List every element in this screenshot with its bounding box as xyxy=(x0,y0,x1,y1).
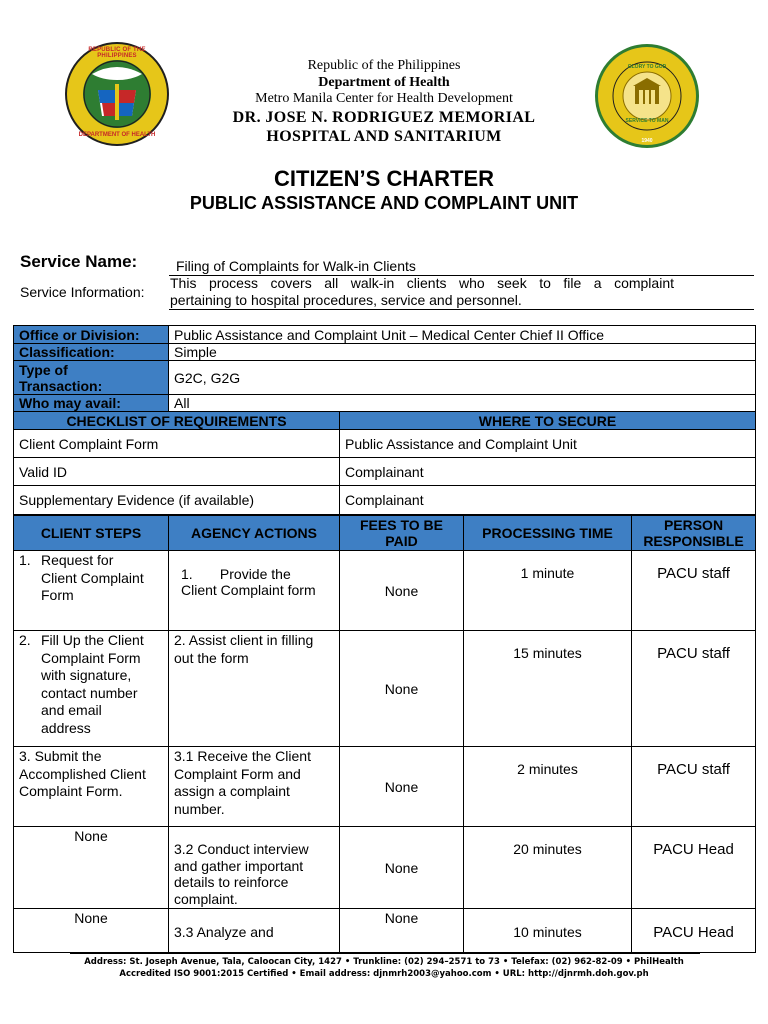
client-step-line: Complaint Form xyxy=(41,649,141,666)
service-info-underline xyxy=(169,309,754,310)
office-label: Office or Division: xyxy=(14,326,169,344)
client-step-line: and email xyxy=(41,702,102,718)
transaction-type-label-line1: Type of xyxy=(19,361,68,378)
transaction-type-label xyxy=(14,361,169,395)
transaction-type-value: G2C, G2G xyxy=(169,361,756,395)
client-step-number: 1. xyxy=(19,552,31,568)
person-cell: PACU staff xyxy=(632,747,756,827)
client-step-line: 3. Submit the xyxy=(19,748,102,764)
agency-action-line: assign a complaint xyxy=(174,783,290,799)
agency-action-cell xyxy=(169,631,340,747)
header-hospital-line1: DR. JOSE N. RODRIGUEZ MEMORIAL xyxy=(232,109,536,126)
doh-seal-bottom-text: DEPARTMENT OF HEALTH xyxy=(78,132,156,138)
client-step-line: Accomplished Client xyxy=(19,765,146,782)
who-may-avail-value: All xyxy=(169,395,756,412)
person-cell: PACU Head xyxy=(632,909,756,953)
hospital-seal-top-text: GLORY TO GOD xyxy=(627,64,667,70)
processing-time-cell: 10 minutes xyxy=(464,909,632,953)
requirement-item: Client Complaint Form xyxy=(14,430,340,458)
fee-cell: None xyxy=(340,827,464,909)
person-cell: PACU staff xyxy=(632,631,756,747)
agency-action-cell: 3.3 Analyze and xyxy=(169,909,340,953)
person-header-line2: RESPONSIBLE xyxy=(643,533,744,549)
agency-action-line: and gather important xyxy=(174,857,304,874)
requirement-where: Complainant xyxy=(340,458,756,486)
page-title: CITIZEN’S CHARTER xyxy=(274,166,494,191)
agency-action-cell xyxy=(169,551,340,631)
agency-action-line: 3.1 Receive the Client xyxy=(174,748,311,764)
footer-address: Address: St. Joseph Avenue, Tala, Caloocan City, 1427 • Trunkline: (02) 294–2571 to 73 • Telefax: (02) 962-82-09 • PhilHealth xyxy=(84,957,684,967)
client-step-line: with signature, xyxy=(41,667,132,683)
header-hospital-line2: HOSPITAL AND SANITARIUM xyxy=(266,128,502,145)
fee-cell: None xyxy=(340,747,464,827)
client-step-cell xyxy=(14,747,169,827)
details-table xyxy=(13,325,756,515)
processing-time-cell: 20 minutes xyxy=(464,827,632,909)
footer-contact: Accredited ISO 9001:2015 Certified • Email address: djnmrh2003@yahoo.com • URL: http://djnrmh.doh.gov.ph xyxy=(119,969,649,979)
hospital-seal-year: 1940 xyxy=(641,138,653,144)
client-step-cell: None xyxy=(14,909,169,953)
table-row xyxy=(14,909,756,953)
table-row xyxy=(14,631,756,747)
who-may-avail-label: Who may avail: xyxy=(14,395,169,412)
client-step-cell: None xyxy=(14,827,169,909)
processing-time-header: PROCESSING TIME xyxy=(464,516,632,551)
agency-action-line: Complaint Form and xyxy=(174,765,301,782)
client-step-line: Form xyxy=(41,587,74,603)
hospital-seal-bottom-text: SERVICE TO MAN xyxy=(625,118,669,124)
agency-action-line: number. xyxy=(174,800,225,817)
requirement-where: Public Assistance and Complaint Unit xyxy=(340,430,756,458)
fees-header-line2: PAID xyxy=(385,533,418,549)
fees-header-line1: FEES TO BE xyxy=(360,517,443,533)
classification-label: Classification: xyxy=(14,344,169,361)
steps-table xyxy=(13,515,756,953)
service-info-label: Service Information: xyxy=(20,284,145,300)
header-country: Republic of the Philippines xyxy=(307,58,461,73)
fee-cell: None xyxy=(340,631,464,747)
agency-action-line: Client Complaint form xyxy=(181,582,316,598)
client-step-line: address xyxy=(41,719,91,736)
classification-value: Simple xyxy=(169,344,756,361)
header-center: Metro Manila Center for Health Development xyxy=(255,91,513,106)
client-step-line: Request for xyxy=(41,552,114,568)
fee-cell: None xyxy=(340,551,464,631)
agency-action-line: complaint. xyxy=(174,890,238,907)
person-cell: PACU Head xyxy=(632,827,756,909)
fee-cell: None xyxy=(340,909,464,953)
person-cell: PACU staff xyxy=(632,551,756,631)
agency-action-line: details to reinforce xyxy=(174,874,289,890)
client-step-line: Complaint Form. xyxy=(19,783,123,799)
processing-time-cell: 2 minutes xyxy=(464,747,632,827)
agency-action-line: 2. Assist client in filling xyxy=(174,632,314,648)
requirements-header: CHECKLIST OF REQUIREMENTS xyxy=(14,412,340,430)
processing-time-cell: 15 minutes xyxy=(464,631,632,747)
page-subtitle: PUBLIC ASSISTANCE AND COMPLAINT UNIT xyxy=(189,193,579,213)
where-to-secure-header: WHERE TO SECURE xyxy=(340,412,756,430)
hospital-seal-logo xyxy=(593,42,701,150)
client-step-line: contact number xyxy=(41,684,138,701)
table-row xyxy=(14,747,756,827)
requirement-item: Supplementary Evidence (if available) xyxy=(14,486,340,515)
person-header-line1: PERSON xyxy=(663,517,724,533)
fees-header xyxy=(340,516,464,551)
agency-action-line: 1. Provide the xyxy=(181,566,291,582)
header-department: Department of Health xyxy=(318,75,450,90)
agency-actions-header: AGENCY ACTIONS xyxy=(169,516,340,551)
service-name-label: Service Name: xyxy=(20,252,138,271)
doh-seal-top-text: REPUBLIC OF THE PHILIPPINES xyxy=(88,47,146,59)
client-step-line: Client Complaint xyxy=(41,569,144,586)
agency-action-cell xyxy=(169,827,340,909)
agency-action-cell xyxy=(169,747,340,827)
footer-divider xyxy=(70,953,700,954)
client-steps-header: CLIENT STEPS xyxy=(14,516,169,551)
client-step-cell xyxy=(14,631,169,747)
processing-time-cell: 1 minute xyxy=(464,551,632,631)
agency-action-line: 3.2 Conduct interview xyxy=(174,841,309,857)
service-name-value: Filing of Complaints for Walk-in Clients xyxy=(176,258,416,274)
transaction-type-label-line2: Transaction: xyxy=(19,377,103,394)
service-info-line1: This process covers all walk-in clients who seek to file a complaint xyxy=(170,275,674,291)
client-step-line: Fill Up the Client xyxy=(41,632,144,648)
client-step-cell xyxy=(14,551,169,631)
table-row xyxy=(14,551,756,631)
service-info-line2: pertaining to hospital procedures, service and personnel. xyxy=(170,292,522,308)
person-responsible-header xyxy=(632,516,756,551)
table-row xyxy=(14,827,756,909)
agency-action-line: out the form xyxy=(174,649,249,666)
office-value: Public Assistance and Complaint Unit – Medical Center Chief II Office xyxy=(169,326,756,344)
requirement-item: Valid ID xyxy=(14,458,340,486)
requirement-where: Complainant xyxy=(340,486,756,515)
client-step-number: 2. xyxy=(19,632,31,648)
